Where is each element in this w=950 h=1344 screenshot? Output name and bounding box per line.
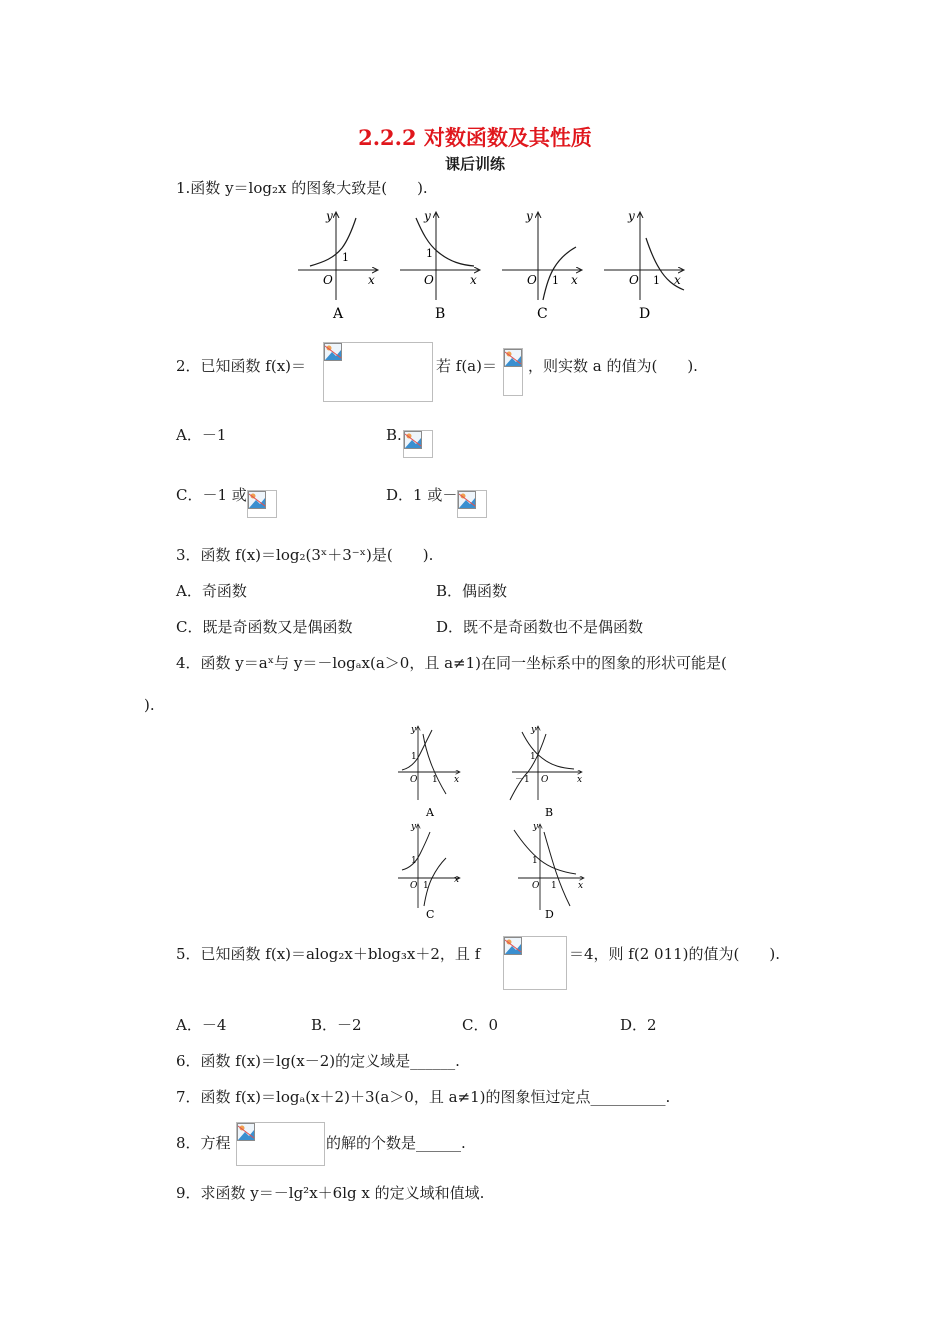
question-2-stem-c: ，则实数 a 的值为( ). bbox=[528, 357, 698, 375]
q5-option-a: A．－4 bbox=[176, 1016, 227, 1034]
question-1-graphs bbox=[290, 200, 700, 325]
question-4-stem-line1: 4．函数 y＝aˣ与 y＝－logₐx(a＞0，且 a≠1)在同一坐标系中的图象的形状可能是( bbox=[176, 654, 727, 672]
q2-value-image bbox=[503, 348, 523, 396]
q1-c-y-label: y bbox=[526, 209, 533, 223]
question-3-stem: 3．函数 f(x)＝log₂(3ˣ＋3⁻ˣ)是( ). bbox=[176, 546, 434, 564]
q3-option-c: C．既是奇函数又是偶函数 bbox=[176, 618, 353, 636]
broken-image-icon bbox=[404, 431, 422, 449]
q2-option-c: C．－1 或 bbox=[176, 486, 247, 504]
q4-b-x-label: x bbox=[577, 775, 583, 785]
q4-graph-c bbox=[398, 822, 460, 921]
q1-a-x-label: x bbox=[368, 273, 375, 287]
q4-d-y-label: y bbox=[533, 822, 539, 832]
q4-c-one-label: 1 bbox=[411, 856, 417, 866]
broken-image-icon bbox=[324, 343, 342, 361]
q5-option-b: B．－2 bbox=[311, 1016, 362, 1034]
q1-a-y-label: y bbox=[326, 209, 333, 223]
q8-equation-image bbox=[236, 1122, 325, 1166]
q4-graph-b bbox=[510, 725, 582, 819]
broken-image-icon bbox=[248, 491, 266, 509]
q4-label-a: A bbox=[426, 806, 434, 819]
q1-graph-b bbox=[400, 209, 480, 322]
q1-label-d: D bbox=[639, 306, 651, 322]
q5-option-d: D．2 bbox=[620, 1016, 657, 1034]
q1-graph-c bbox=[502, 209, 582, 322]
question-8-stem-b: 的解的个数是______. bbox=[326, 1134, 466, 1152]
page-subtitle: 课后训练 bbox=[444, 155, 505, 173]
q4-b-y-label: y bbox=[531, 725, 537, 735]
q3-option-d: D．既不是奇函数也不是偶函数 bbox=[436, 618, 644, 636]
q1-b-x-label: x bbox=[470, 273, 477, 287]
q2-function-image bbox=[323, 342, 433, 402]
q4-d-x-label: x bbox=[578, 881, 584, 891]
q4-graph-d bbox=[514, 822, 584, 921]
q4-c-x-label: x bbox=[454, 875, 460, 885]
q1-b-origin-label: O bbox=[424, 273, 434, 287]
q1-d-one-label: 1 bbox=[653, 274, 660, 287]
question-7-stem: 7．函数 f(x)＝logₐ(x＋2)＋3(a＞0，且 a≠1)的图象恒过定点__________. bbox=[176, 1088, 671, 1106]
q4-d-one-label: 1 bbox=[532, 856, 538, 866]
q4-a-one-label: 1 bbox=[411, 752, 417, 762]
q4-a-x-label: x bbox=[454, 775, 460, 785]
q2-option-d: D．1 或－ bbox=[386, 486, 458, 504]
q1-c-origin-label: O bbox=[527, 273, 537, 287]
q4-d-one-x-label: 1 bbox=[551, 881, 557, 891]
q4-b-neg-one-label: －1 bbox=[515, 775, 530, 785]
question-4-stem-line2: ). bbox=[144, 696, 155, 714]
question-2-stem-a: 2．已知函数 f(x)＝ bbox=[176, 357, 307, 375]
q4-graph-a bbox=[398, 725, 460, 819]
q1-c-x-label: x bbox=[571, 273, 578, 287]
page-title: 2.2.2 对数函数及其性质 bbox=[358, 125, 592, 150]
q1-c-one-label: 1 bbox=[552, 274, 559, 287]
q1-label-c: C bbox=[537, 306, 548, 322]
question-4-graphs bbox=[390, 720, 600, 925]
q3-option-a: A．奇函数 bbox=[176, 582, 247, 600]
question-9-stem: 9．求函数 y＝－lg²x＋6lg x 的定义域和值域. bbox=[176, 1184, 485, 1202]
q1-a-origin-label: O bbox=[323, 273, 333, 287]
q4-b-one-label: 1 bbox=[530, 752, 536, 762]
q2-option-b: B. bbox=[386, 426, 402, 444]
q2-option-b-image bbox=[403, 430, 433, 458]
q1-graph-d bbox=[604, 209, 684, 322]
q4-c-origin-label: O bbox=[410, 881, 418, 891]
q4-d-origin-label: O bbox=[532, 881, 540, 891]
q2-option-a: A．－1 bbox=[176, 426, 227, 444]
question-5-stem-a: 5．已知函数 f(x)＝alog₂x＋blog₃x＋2，且 f bbox=[176, 945, 481, 963]
q2-option-c-image bbox=[247, 490, 277, 518]
broken-image-icon bbox=[504, 937, 522, 955]
q5-option-c: C．0 bbox=[462, 1016, 499, 1034]
q1-d-x-label: x bbox=[674, 273, 681, 287]
q1-d-y-label: y bbox=[628, 209, 635, 223]
q3-option-b: B．偶函数 bbox=[436, 582, 508, 600]
question-1-stem: 1.函数 y＝log₂x 的图象大致是( ). bbox=[176, 179, 428, 197]
q4-label-b: B bbox=[545, 806, 554, 819]
question-6-stem: 6．函数 f(x)＝lg(x－2)的定义域是______. bbox=[176, 1052, 460, 1070]
q1-d-origin-label: O bbox=[629, 273, 639, 287]
question-2-stem-b: 若 f(a)＝ bbox=[436, 357, 497, 375]
q4-a-one-x-label: 1 bbox=[432, 775, 438, 785]
q1-b-y-label: y bbox=[424, 209, 431, 223]
q4-label-c: C bbox=[426, 908, 435, 921]
q1-b-one-label: 1 bbox=[426, 247, 433, 260]
q4-a-origin-label: O bbox=[410, 775, 418, 785]
q4-c-one-x-label: 1 bbox=[423, 881, 429, 891]
question-8-stem-a: 8．方程 bbox=[176, 1134, 231, 1152]
q4-c-y-label: y bbox=[411, 822, 417, 832]
q1-label-a: A bbox=[333, 306, 344, 322]
q4-a-y-label: y bbox=[411, 725, 417, 735]
broken-image-icon bbox=[458, 491, 476, 509]
q1-label-b: B bbox=[435, 306, 446, 322]
broken-image-icon bbox=[237, 1123, 255, 1141]
q5-argument-image bbox=[503, 936, 567, 990]
q1-a-one-label: 1 bbox=[342, 251, 349, 264]
question-5-stem-b: ＝4，则 f(2 011)的值为( ). bbox=[569, 945, 780, 963]
q4-b-origin-label: O bbox=[541, 775, 549, 785]
q1-graph-a bbox=[298, 209, 378, 322]
q2-option-d-image bbox=[457, 490, 487, 518]
broken-image-icon bbox=[504, 349, 522, 367]
q4-label-d: D bbox=[545, 908, 554, 921]
